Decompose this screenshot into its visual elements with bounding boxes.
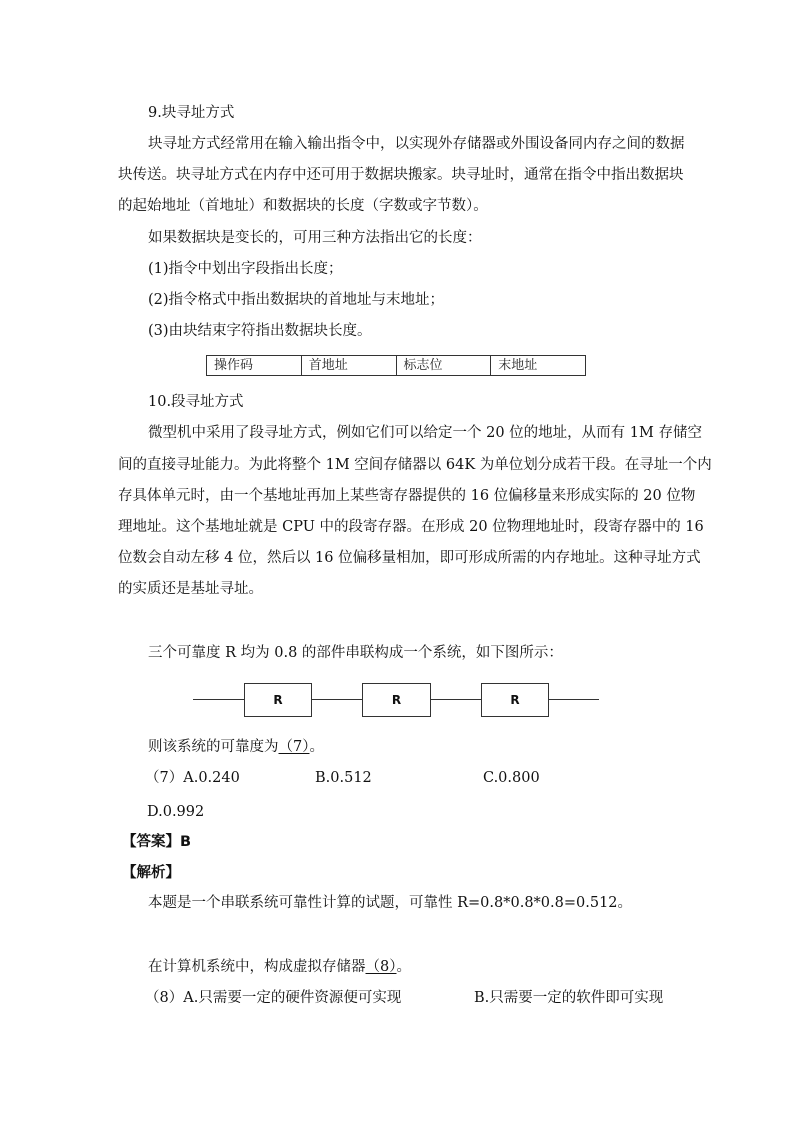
- instruction-format-table: [206, 355, 586, 376]
- method-item: (1)指令中划出字段指出长度；: [148, 261, 343, 277]
- answer-value: B: [180, 834, 192, 850]
- question7-prompt: [148, 737, 324, 757]
- reliability-block: R: [244, 683, 312, 717]
- answer-label: 【答案】: [122, 834, 180, 850]
- question8-prompt: [148, 957, 411, 977]
- analysis-text: 本题是一个串联系统可靠性计算的试题，可靠性 R=0.8*0.8*0.8=0.512。: [148, 895, 633, 911]
- section-heading-block-addressing: 9.块寻址方式: [148, 105, 235, 121]
- reliability-block: R: [362, 683, 431, 717]
- wire-segment: [312, 699, 362, 700]
- format-cell-opcode: 操作码: [207, 356, 302, 376]
- method-item: (2)指令格式中指出数据块的首地址与末地址；: [148, 292, 445, 308]
- option-a-text: A.只需要一定的硬件资源便可实现: [183, 990, 402, 1006]
- prompt-text: 在计算机系统中，构成虚拟存储器: [148, 959, 366, 975]
- format-cell-flag: 标志位: [396, 356, 491, 376]
- paragraph-line: 的起始地址（首地址）和数据块的长度（字数或字节数）。: [118, 198, 488, 214]
- format-cell-end-address: 末地址: [491, 356, 586, 376]
- wire-segment: [431, 699, 481, 700]
- question7-option-b: B.0.512: [315, 770, 372, 786]
- question8-option-b: B.只需要一定的软件即可实现: [474, 990, 664, 1006]
- question7-stem: 三个可靠度 R 均为 0.8 的部件串联构成一个系统，如下图所示：: [148, 645, 563, 661]
- section-heading-segment-addressing: 10.段寻址方式: [148, 394, 244, 410]
- question7-option-d: D.0.992: [147, 804, 205, 820]
- answer-row: [122, 832, 191, 852]
- wire-segment: [549, 699, 599, 700]
- prompt-suffix: 。: [309, 739, 324, 755]
- paragraph-line: 存具体单元时，由一个基地址再加上某些寄存器提供的 16 位偏移量来形成实际的 20 位物: [118, 488, 696, 504]
- paragraph-line: 理地址。这个基地址就是 CPU 中的段寄存器。在形成 20 位物理地址时，段寄存器中的 16: [118, 519, 704, 535]
- analysis-label: [122, 863, 180, 883]
- option-number: （7）: [145, 770, 184, 786]
- paragraph-line: 块寻址方式经常用在输入输出指令中，以实现外存储器或外围设备同内存之间的数据: [148, 136, 685, 152]
- question8-option-a: [145, 988, 401, 1008]
- format-cell-start-address: 首地址: [301, 356, 396, 376]
- paragraph-line: 间的直接寻址能力。为此将整个 1M 空间存储器以 64K 为单位划分成若干段。在寻址一个内: [118, 457, 712, 473]
- paragraph-line: 微型机中采用了段寻址方式，例如它们可以给定一个 20 位的地址，从而有 1M 存储空: [148, 425, 702, 441]
- analysis-label-text: 【解析】: [122, 865, 180, 881]
- method-item: (3)由块结束字符指出数据块长度。: [148, 323, 372, 339]
- blank-7: （7）: [278, 739, 310, 755]
- prompt-suffix: 。: [396, 959, 411, 975]
- question7-option-a: [145, 768, 240, 788]
- reliability-block: R: [481, 683, 549, 717]
- option-number: （8）: [145, 990, 184, 1006]
- option-a-text: A.0.240: [183, 770, 240, 786]
- prompt-text: 则该系统的可靠度为: [148, 739, 279, 755]
- series-reliability-diagram: [193, 683, 599, 717]
- paragraph-line: 块传送。块寻址方式在内存中还可用于数据块搬家。块寻址时，通常在指令中指出数据块: [118, 167, 684, 183]
- paragraph-line: 如果数据块是变长的，可用三种方法指出它的长度：: [148, 230, 482, 246]
- blank-8: （8）: [365, 959, 397, 975]
- paragraph-line: 的实质还是基址寻址。: [118, 581, 263, 597]
- question7-option-c: C.0.800: [483, 770, 540, 786]
- wire-segment: [193, 699, 244, 700]
- paragraph-line: 位数会自动左移 4 位，然后以 16 位偏移量相加，即可形成所需的内存地址。这种寻址方式: [118, 550, 701, 566]
